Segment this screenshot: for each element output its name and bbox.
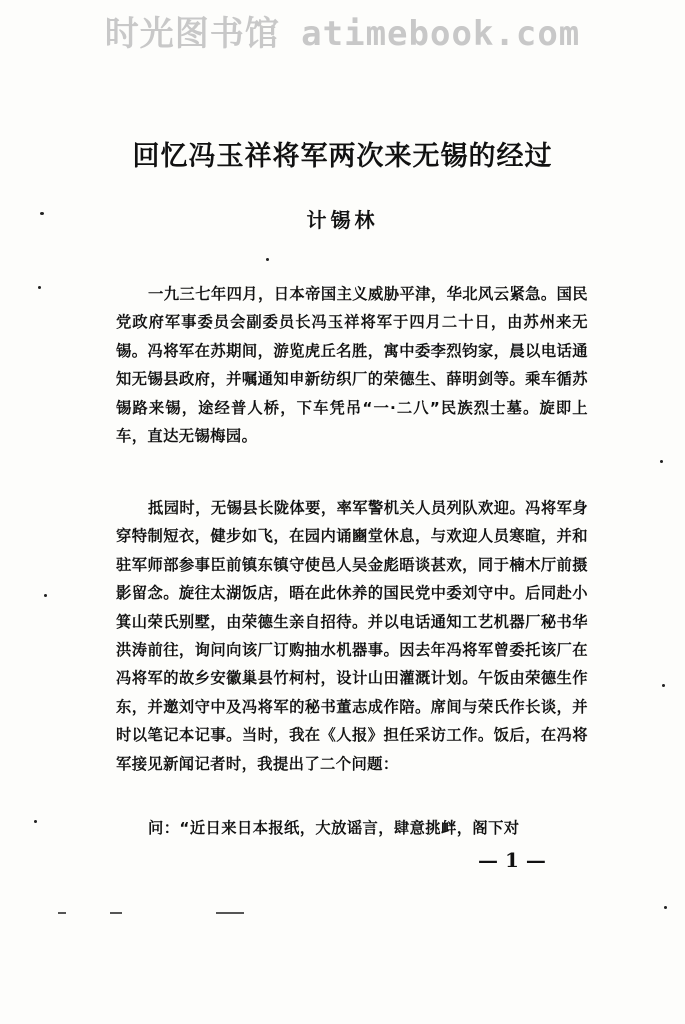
- scan-speck: [664, 906, 667, 909]
- scan-speck: [38, 286, 41, 289]
- scan-speck: [266, 258, 269, 261]
- scan-speck: [34, 820, 37, 823]
- watermark: 时光图书馆 atimebook.com: [104, 14, 581, 54]
- scan-speck: [40, 212, 44, 215]
- scan-mark: [216, 912, 244, 914]
- scan-speck: [662, 684, 665, 687]
- paragraph-3: 问：“近日来日本报纸，大放谣言，肆意挑衅，阁下对: [148, 819, 520, 837]
- author-name: 计锡林: [306, 208, 379, 232]
- article-title: 回忆冯玉祥将军两次来无锡的经过: [132, 141, 553, 172]
- scan-mark: [110, 912, 122, 914]
- paragraph-2: 抵园时，无锡县长陇体要，率军警机关人员列队欢迎。冯将军身穿特制短衣，健步如飞，在园内诵豳堂休息，与欢迎人员寒暄，并和驻军师部参事臣前镇东镇守使邑人吴金彪晤谈甚欢，同于楠木厅前摄影留念。旋往太湖饭店，晤在此休养的国民党中委刘守中。后同赴小箕山荣氏别墅，由荣德生亲自招待。并以电话通知工艺机器厂秘书华洪涛前往，询问向该厂订购抽水机器事。因去年冯将军曾委托该厂在冯将军的故乡安徽巢县竹柯村，设计山田灌溉计划。午饭由荣德生作东，并邀刘守中及冯将军的秘书董志成作陪。席间与荣氏作长谈，并时以笔记本记事。当时，我在《人报》担任采访工作。饭后，在冯将军接见新闻记者时，我提出了二个问题：: [116, 499, 588, 773]
- page-number: — 1 —: [478, 848, 546, 872]
- scan-speck: [44, 594, 47, 597]
- paragraph-1: 一九三七年四月，日本帝国主义威胁平津，华北风云紧急。国民党政府军事委员会副委员长冯玉祥将军于四月二十日，由苏州来无锡。冯将军在苏期间，游览虎丘名胜，寓中委李烈钧家，晨以电话通知无锡县政府，并嘱通知申新纺织厂的荣德生、薛明剑等。乘车循苏锡路来锡，途经普人桥，下车凭吊“一·二八”民族烈士墓。旋即上车，直达无锡梅园。: [116, 285, 588, 446]
- scan-mark: [58, 912, 66, 914]
- scan-speck: [660, 460, 663, 463]
